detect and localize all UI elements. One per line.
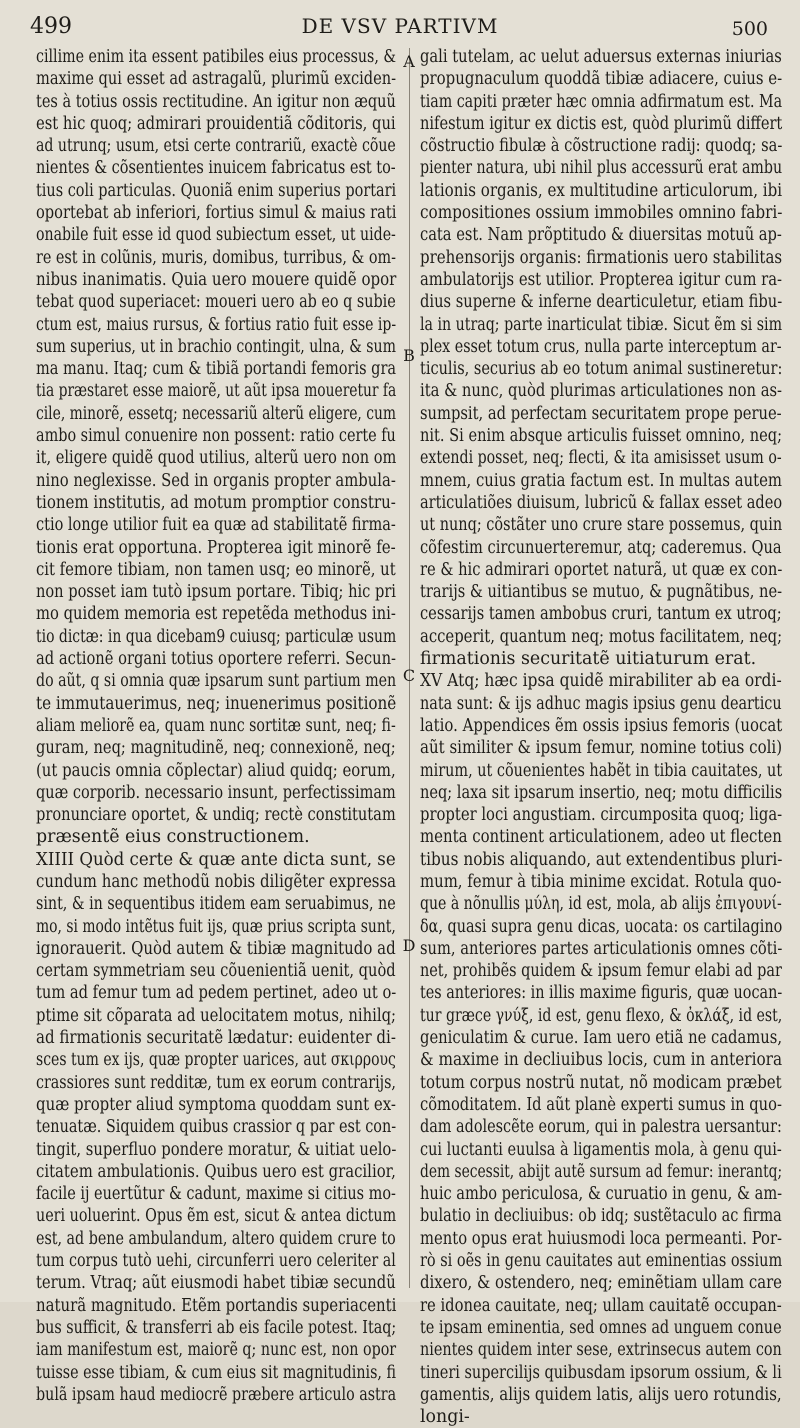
text-line: ticulis, securius ab eo totum animal sustineretur: [420,359,783,380]
text-line: tur græce γνύξ, id est, genu flexo, & ὀκλάξ, id est, [420,1005,783,1026]
text-line: mo, si modo intẽtus fuit ijs, quæ prius scripta sunt, [36,916,396,937]
text-line: est hic quoq; admirari prouidentiã cõditoris, qui [36,113,396,134]
text-line: ambo simul conuenire non possent: ratio certe fu [36,426,396,447]
text-line: ignorauerit. Quòd autem & tibiæ magnitudo ad [36,938,396,959]
text-line: te immutauerimus, neq; inuenerimus positionẽ [36,693,397,714]
right-text-column [420,46,782,1428]
text-line: tum ad femur tum ad pedem pertinet, adeo ut o- [36,983,397,1004]
text-line: re & hic admirari oportet naturã, ut quæ ex con- [420,559,783,580]
text-line: nit. Si enim absque articulis fuisset omnino, neq; [420,426,782,447]
text-line: tia præstaret esse maiorẽ, ut aũt ipsa moueretur fa [36,381,397,402]
text-line: la in utraq; parte inarticulat tibiæ. Sicut ẽm si sim [420,314,783,335]
text-line: gamentis, alijs quidem latis, alijs uero rotundis, [420,1384,782,1405]
text-line: cile, minorẽ, essetq; necessariũ alterũ eligere, cum [36,403,397,424]
text-line: dem secessit, abijt autẽ sursum ad femur: inerantq; [420,1161,783,1182]
text-line: XIIII Quòd certe & quæ ante dicta sunt, se [36,849,396,870]
text-line: naturã magnitudo. Etẽm portandis superiacenti [36,1295,397,1316]
text-line: maxime qui esset ad astragalũ, plurimũ exciden- [36,69,397,90]
running-title: DE VSV PARTIVM [301,14,499,38]
text-line: trarijs & uitiantibus se mutuo, & pugnãtibus, ne- [420,582,783,603]
margin-letter-b: B [403,346,415,365]
text-line: facile ij euertũtur & cadunt, maxime si citius mo- [36,1184,396,1205]
text-line: extendi posset, neq; flecti, & ita amisisset usum o- [420,448,782,469]
page-number-left: 499 [30,14,72,39]
text-line: guram, neq; magnitudinẽ, neq; connexionẽ, neq; [36,738,396,759]
text-line: nino neglexisse. Sed in organis propter ambula- [36,470,396,491]
text-line: tionis erat opportuna. Propterea igit minorẽ fe- [36,537,396,558]
text-line: propugnaculum quoddã tibiæ adiacere, cuius e- [420,69,783,90]
margin-letter-d: D [402,936,416,955]
text-line: quæ propter aliud symptoma quoddam sunt ex- [36,1094,396,1115]
text-line: pienter natura, ubi nihil plus accessurũ erat ambu [420,158,783,179]
text-line: ita & nunc, quòd plurimas articulationes non as- [420,381,783,402]
text-line: quæ corporib. necessario insunt, perfectissimam [36,782,396,803]
text-line: tineri supercilijs quibusdam ipsorum ossium, & li [420,1362,782,1383]
text-line: ctio longe utilior fuit ea quæ ad stabilitatẽ firma- [36,515,396,536]
text-line: pronunciare oportet, & undiq; rectè constitutam [36,805,396,826]
text-line: cõstructio fibulæ à cõstructione radij: quodq; sa- [420,136,783,157]
text-line: mirum, ut cõuenientes habẽt in tibia cauitates, ut [420,760,783,781]
text-line: tionem institutis, ad motum promptior constru- [36,492,396,513]
text-line: crassiores sunt redditæ, tum ex eorum contrarijs, [36,1072,396,1093]
text-line: δα, quasi supra genu dicas, uocata: os cartilagino [420,916,783,937]
text-line: cata est. Nam prõptitudo & diuersitas motuũ ap- [420,225,782,246]
text-line: nientes & cõsentientes inuicem fabricatus est to- [36,158,396,179]
text-line: ptime sit cõparata ad uelocitatem motus, nihilq; [36,1005,396,1026]
text-line: tes à totius ossis rectitudine. An igitur non æquũ [36,91,396,112]
text-line: cit femore tibiam, non tamen usq; eo minorẽ, ut [36,559,396,580]
text-line: prehensorijs organis: firmationis uero stabilitas [420,247,783,268]
text-line: tum corpus tutò uehi, circunferri uero celeriter al [36,1251,396,1272]
text-line: cundum hanc methodũ nobis diligẽter expressa [36,871,397,892]
text-line: compositiones ossium immobiles omnino fabri- [420,203,783,224]
text-line: ad utrunq; usum, etsi certe contrariũ, exactè cõue [36,136,396,157]
text-line: mum, femur à tibia minime excidat. Rotula quo- [420,871,782,892]
text-line: articulatiões diuisum, lubricũ & fallax esset adeo [420,492,783,513]
text-line: huic ambo periculosa, & curuatio in genu, & am- [420,1184,783,1205]
text-line: totum corpus nostrũ nutat, nõ modicam præbet [420,1072,782,1093]
text-line: nata sunt: & ijs adhuc magis ipsius genu dearticu [420,693,782,714]
text-line: non posset iam tutò ipsum portare. Tibiq; hic pri [36,582,396,603]
text-line: tes anteriores: in illis maxime figuris, quæ uocan- [420,983,783,1004]
text-line: que à nõnullis μύλη, id est, mola, ab alijs ἐπιγουνί- [420,894,782,915]
text-line: certam symmetriam seu cõuenientiã uenit, quòd [36,961,396,982]
text-line: menta continent articulationem, adeo ut flecten [420,827,782,848]
text-line: & maxime in decliuibus locis, cum in anteriora [420,1050,783,1071]
text-line: cui luctanti euulsa à ligamentis mola, à genu qui- [420,1139,782,1160]
left-text-column [36,46,396,1406]
text-line: acceperit, quantum neq; motus facilitatem, neq; [420,626,783,647]
text-line: net, prohibẽs quidem & ipsum femur elabi ad par [420,961,782,982]
text-line: ma manu. Itaq; cum & tibiã portandi femoris gra [36,359,397,380]
text-line: bus sufficit, & transferri ab eis facile potest. Itaq; [36,1317,397,1338]
text-line: latio. Appendices ẽm ossis ipsius femoris (uocat [420,715,783,736]
text-line: bulatio in decliuibus: ob idq; sustẽtaculo ac firma [420,1206,782,1227]
text-line: sint, & in sequentibus itidem eam seruabimus, ne [36,894,396,915]
text-line: tuisse esse tibiam, & cum eius sit magnitudinis, fi [36,1362,396,1383]
text-line: tius coli particulas. Quoniã enim superius portari [36,180,397,201]
text-line: tibus nobis aliquando, aut extendentibus pluri- [420,849,783,870]
text-line: ut nunq; cõstãter uno crure stare possemus, quin [420,515,783,536]
margin-letter-c: C [402,666,416,685]
text-line: ad actionẽ organi totius oportere referri. Secun- [36,649,397,670]
text-line: mo quidem memoria est repetẽda methodus ini- [36,604,396,625]
text-line: aliam meliorẽ ea, quam nunc sortitæ sunt, neq; fi- [36,715,396,736]
text-line: tenuatæ. Siquidem quibus crassior q par est con- [36,1117,397,1138]
text-line: dixero, & ostendero, neq; eminẽtiam ullam care [420,1273,782,1294]
text-line: bulã ipsam haud mediocrẽ præbere articulo astra [36,1384,397,1405]
text-line: dam adolescẽte eorum, qui in palestra uersantur: [420,1117,782,1138]
text-line: XV Atq; hæc ipsa quidẽ mirabiliter ab ea ordi- [420,671,782,692]
text-line: cõmoditatem. Id aũt planè experti sumus in quo- [420,1094,782,1115]
text-line: ad firmationis securitatẽ lædatur: euidenter di- [36,1028,396,1049]
text-line: cõfestim circunuerteremur, atq; caderemus. Qua [420,537,782,558]
text-line: tingit, superfluo pondere moratur, & uitiat uelo- [36,1139,397,1160]
text-line: cessarijs tamen ambobus cruri, tantum ex utroq; [420,604,782,625]
text-line: nientes quidem inter sese, extrinsecus autem con [420,1340,782,1361]
text-line: re idonea cauitate, neq; ullam cauitatẽ occupan- [420,1295,782,1316]
text-line: mnem, cuius gratia factum est. In multas autem [420,470,782,491]
text-line: ambulatorijs est utilior. Propterea igitur cum ra- [420,269,783,290]
text-line: aũt similiter & ipsum femur, nomine totius coli) [420,738,783,759]
text-line: firmationis securitatẽ uitiaturum erat. [420,649,757,670]
page-number-right: 500 [731,18,768,40]
text-line: cillime enim ita essent patibiles eius processus, & [36,47,396,67]
text-line: onabile fuit esse id quod subiectum esset, ut uide- [36,225,396,246]
text-line: tiam capiti præter hæc omnia adfirmatum est. Ma [420,91,783,112]
text-line: tebat quod superiacet: moueri uero ab eo q subie [36,292,396,313]
text-line: geniculatim & curue. Iam uero etiã ne cadamus, [420,1028,783,1049]
text-line: lationis organis, ex multitudine articulorum, ibi [420,180,783,201]
text-line: plex esset totum crus, nulla parte interceptum ar- [420,336,782,357]
text-line: nifestum igitur ex dictis est, quòd plurimũ differt [420,113,783,134]
text-line: neq; laxa sit ipsarum insertio, neq; motu difficilis [420,782,783,803]
text-line: dius superne & inferne dearticuletur, etiam fibu- [420,292,783,313]
text-line: citatem ambulationis. Quibus uero est gracilior, [36,1161,396,1182]
text-line: it, eligere quidẽ quod utilius, alterũ uero non om [36,448,397,469]
text-line: re est in colũnis, muris, domibus, turribus, & om- [36,247,396,268]
text-line: sum superius, ut in brachio contingit, ulna, & sum [36,336,396,357]
text-line: nibus inanimatis. Quia uero mouere quidẽ opor [36,269,397,290]
text-line: te ipsam eminentia, sed omnes ad unguem conue [420,1317,782,1338]
text-line: rò si oẽs in genu cauitates aut eminentias ossium [420,1251,783,1272]
text-line: propter loci angustiam. circumposita quoq; liga- [420,805,783,826]
text-line: terum. Vtraq; aũt eiusmodi habet tibiæ secundũ [36,1273,396,1294]
text-line: mento opus erat huiusmodi loca permeanti. Por- [420,1228,783,1249]
text-line: oportebat ab inferiori, fortius simul & maius rati [36,203,397,224]
running-header [0,14,800,44]
text-line: ueri uoluerint. Opus ẽm est, sicut & antea dictum [36,1206,397,1227]
text-line: tio dictæ: in qua dicebam9 cuiusq; particulæ usum [36,626,397,647]
text-line: longi- [420,1407,470,1428]
text-line: do aũt, q si omnia quæ ipsarum sunt partium men [36,671,397,692]
text-line: sces tum ex ijs, quæ propter uarices, aut σκιρρους [36,1050,396,1071]
margin-letter-a: A [403,52,415,71]
text-line: (ut paucis omnia cõplectar) aliud quidq; eorum, [36,760,396,781]
text-line: gali tutelam, ac uelut aduersus externas iniurias [420,47,782,67]
text-line: sum, anteriores partes articulationis omnes cõti- [420,938,783,959]
text-line: iam manifestum est, maiorẽ q; nunc est, non opor [36,1340,397,1361]
text-line: sumpsit, ad perfectam securitatem prope perue- [420,403,782,424]
text-line: præsentẽ eius constructionem. [36,827,310,848]
text-line: ctum est, maius rursus, & fortius ratio fuit esse ip- [36,314,397,335]
text-line: est, ad bene ambulandum, altero quidem crure to [36,1228,396,1249]
